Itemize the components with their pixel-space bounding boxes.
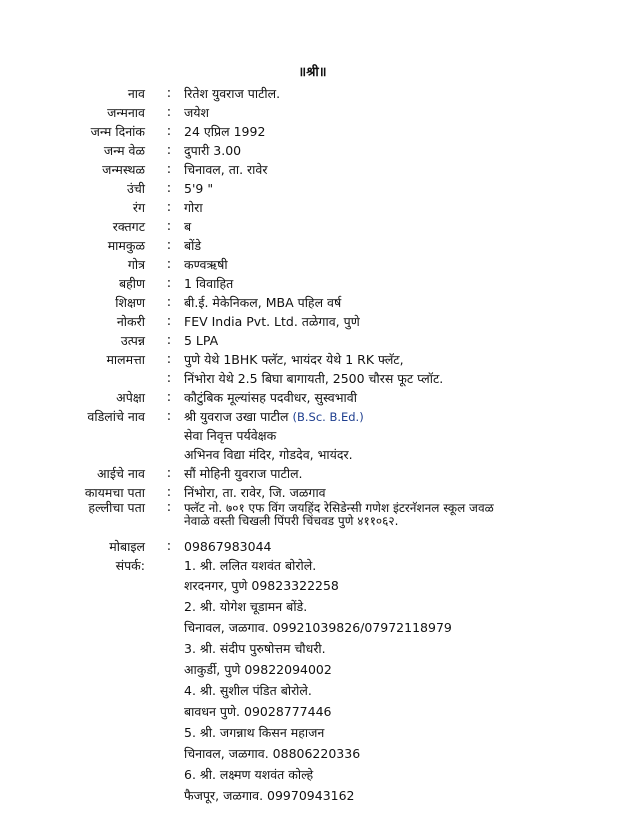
permanent-address-label: कायमचा पता [84, 485, 145, 500]
field-value: दुपारी 3.00 [184, 143, 242, 158]
contacts-row [0, 556, 625, 575]
contact-line: 3. श्री. संदीप पुरुषोत्तम चौधरी. [184, 641, 326, 656]
field-label: जन्म वेळ [103, 143, 145, 158]
field-row [0, 464, 625, 483]
field-row [0, 312, 625, 331]
colon: : [166, 219, 172, 234]
mother-label: आईचे नाव [97, 466, 145, 481]
field-label: रंग [132, 200, 145, 215]
field-label: बहीण [118, 276, 145, 291]
mobile-label: मोबाइल [109, 539, 145, 554]
contact-line: आकुर्डी, पुणे 09822094002 [184, 662, 332, 677]
colon: : [166, 162, 172, 177]
field-row [0, 236, 625, 255]
colon: : [166, 371, 172, 386]
current-address-line: फ्लॅट नो. ७०१ एफ विंग जयहिंद रेसिडेन्सी गणेश इंटरनॅशनल स्कूल जवळ [184, 501, 494, 515]
colon: : [166, 276, 172, 291]
field-label: नाव [127, 86, 145, 101]
current-address-line: नेवाळे वस्ती चिखली पिंपरी चिंचवड पुणे ४११०६२. [184, 514, 399, 528]
colon: : [166, 257, 172, 272]
field-row [0, 293, 625, 312]
field-label: शिक्षण [115, 295, 145, 310]
field-label: गोत्र [127, 257, 145, 272]
field-value: बी.ई. मेकेनिकल, MBA पहिल वर्ष [184, 295, 342, 310]
field-row [0, 350, 625, 369]
father-detail: सेवा निवृत्त पर्यवेक्षक [184, 428, 277, 443]
contact-line: चिनावल, जळगाव. 08806220336 [184, 746, 361, 761]
field-value: कण्वऋषी [184, 257, 228, 272]
contact-line: शरदनगर, पुणे 09823322258 [184, 578, 339, 593]
mobile-value: 09867983044 [184, 539, 272, 554]
contact-line: 2. श्री. योगेश चूडामन बोंडे. [184, 599, 308, 614]
colon: : [166, 124, 172, 139]
colon: : [166, 200, 172, 215]
field-value: बोंडे [184, 238, 202, 253]
father-value [184, 407, 364, 427]
colon: : [166, 333, 172, 348]
colon: : [166, 238, 172, 253]
colon: : [166, 181, 172, 196]
field-label: नोकरी [116, 314, 145, 329]
field-row [0, 274, 625, 293]
current-address-label: हल्लीचा पता [88, 500, 145, 515]
field-label: जन्मनाव [107, 105, 145, 120]
father-label: वडिलांचे नाव [87, 409, 145, 424]
contact-line: 5. श्री. जगन्नाथ किसन महाजन [184, 725, 325, 740]
field-value: निंभोरा येथे 2.5 बिघा बागायती, 2500 चौरस फूट प्लॉट. [184, 371, 444, 386]
father-row [0, 407, 625, 426]
field-label: अपेक्षा [116, 390, 145, 405]
mother-value: सौं मोहिनी युवराज पाटील. [184, 466, 303, 481]
field-row [0, 84, 625, 103]
field-value: 24 एप्रिल 1992 [184, 124, 266, 139]
contact-line: 6. श्री. लक्ष्मण यशवंत कोल्हे [184, 767, 314, 782]
field-value: 5 LPA [184, 333, 219, 348]
colon: : [166, 466, 172, 481]
field-row [0, 388, 625, 407]
field-row [0, 179, 625, 198]
colon: : [166, 485, 172, 500]
field-row [0, 331, 625, 350]
field-row [0, 103, 625, 122]
field-row [0, 160, 625, 179]
field-value: रितेश युवराज पाटील. [184, 86, 281, 101]
field-value: ब [184, 219, 192, 234]
field-value: कौटुंबिक मूल्यांसह पदवीधर, सुस्वभावी [184, 390, 357, 405]
field-row-continuation [0, 369, 625, 388]
mobile-row [0, 537, 625, 556]
colon: : [166, 314, 172, 329]
father-degree: (B.Sc. B.Ed.) [292, 410, 364, 424]
colon: : [166, 105, 172, 120]
father-detail: अभिनव विद्या मंदिर, गोडदेव, भायंदर. [184, 447, 353, 462]
contact-line: चिनावल, जळगाव. 09921039826/07972118979 [184, 620, 452, 635]
field-value: 1 विवाहित [184, 276, 234, 291]
field-row [0, 122, 625, 141]
contact-line: 4. श्री. सुशील पंडित बोरोले. [184, 683, 312, 698]
colon: : [166, 295, 172, 310]
field-value: FEV India Pvt. Ltd. तळेगाव, पुणे [184, 314, 360, 329]
field-value: गोरा [184, 200, 203, 215]
field-value: 5'9 " [184, 181, 214, 196]
field-label: जन्मस्थळ [102, 162, 145, 177]
contacts-label: संपर्क: [115, 558, 145, 573]
page-header: ॥श्री॥ [298, 65, 327, 80]
field-value: पुणे येथे 1BHK फ्लॅट, भायंदर येथे 1 RK फ्लॅट, [184, 352, 404, 367]
field-row [0, 217, 625, 236]
field-value: जयेश [184, 105, 210, 120]
field-label: मालमत्ता [106, 352, 145, 367]
field-row [0, 198, 625, 217]
field-label: उंची [126, 181, 145, 196]
colon: : [166, 390, 172, 405]
father-name: श्री युवराज उखा पाटील [184, 409, 289, 424]
contact-line: बावधन पुणे. 09028777446 [184, 704, 332, 719]
field-row [0, 255, 625, 274]
colon: : [166, 500, 172, 515]
field-value: चिनावल, ता. रावेर [184, 162, 268, 177]
colon: : [166, 352, 172, 367]
colon: : [166, 143, 172, 158]
contact-line: 1. श्री. ललित यशवंत बोरोले. [184, 558, 317, 573]
field-row [0, 141, 625, 160]
field-label: रक्तगट [112, 219, 145, 234]
colon: : [166, 409, 172, 424]
colon: : [166, 539, 172, 554]
field-label: जन्म दिनांक [90, 124, 145, 139]
permanent-address-value: निंभोरा, ता. रावेर, जि. जळगाव [184, 485, 326, 500]
colon: : [166, 86, 172, 101]
contact-line: फैजपूर, जळगाव. 09970943162 [184, 788, 355, 803]
field-label: उत्पन्न [120, 333, 145, 348]
field-label: मामकुळ [107, 238, 145, 253]
